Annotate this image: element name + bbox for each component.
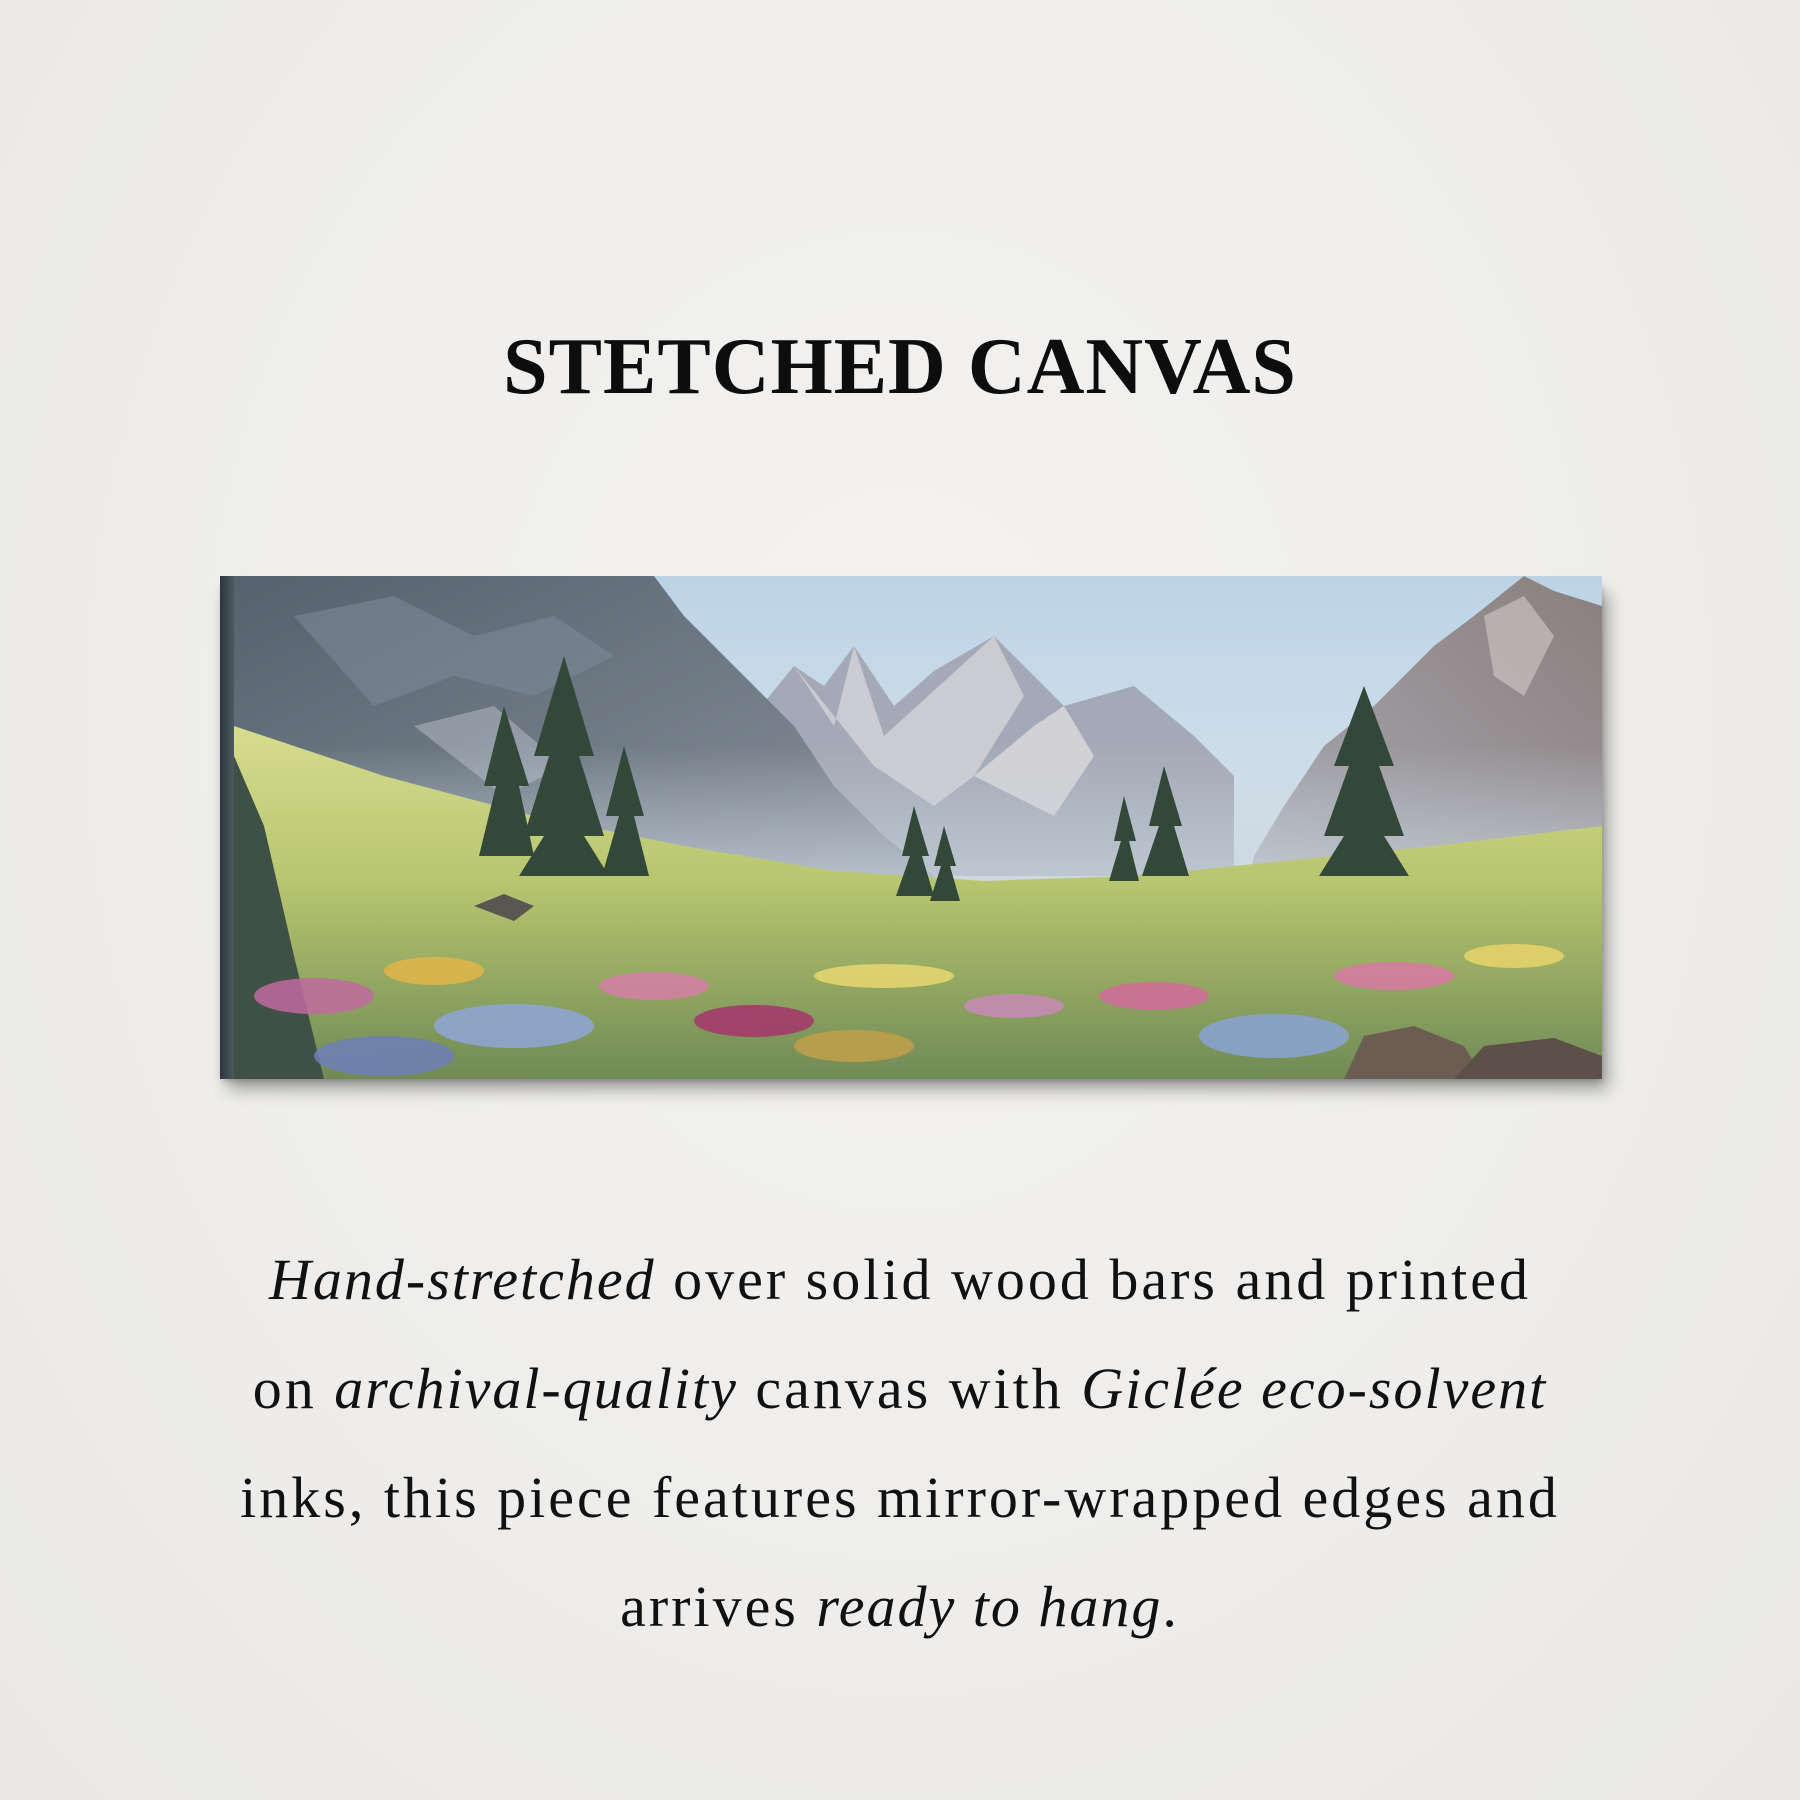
emphasis-ready-to-hang: ready to hang [816, 1574, 1163, 1639]
canvas-side-edge [220, 576, 234, 1079]
artwork-painting [234, 576, 1602, 1079]
description-line-2: on archival-quality canvas with Giclée eco-solvent [252, 1356, 1548, 1421]
description-line-3: inks, this piece features mirror-wrapped edges and [240, 1465, 1560, 1530]
emphasis-archival-quality: archival-quality [334, 1356, 738, 1421]
product-description [150, 1225, 1650, 1661]
headline: STETCHED CANVAS [503, 323, 1297, 411]
canvas-product-image [220, 576, 1602, 1079]
description-line-4: arrives ready to hang. [620, 1574, 1180, 1639]
description-line-1: Hand-stretched over solid wood bars and printed [268, 1247, 1532, 1312]
emphasis-giclee: Giclée eco-solvent [1081, 1356, 1548, 1421]
emphasis-hand-stretched: Hand-stretched [268, 1247, 656, 1312]
